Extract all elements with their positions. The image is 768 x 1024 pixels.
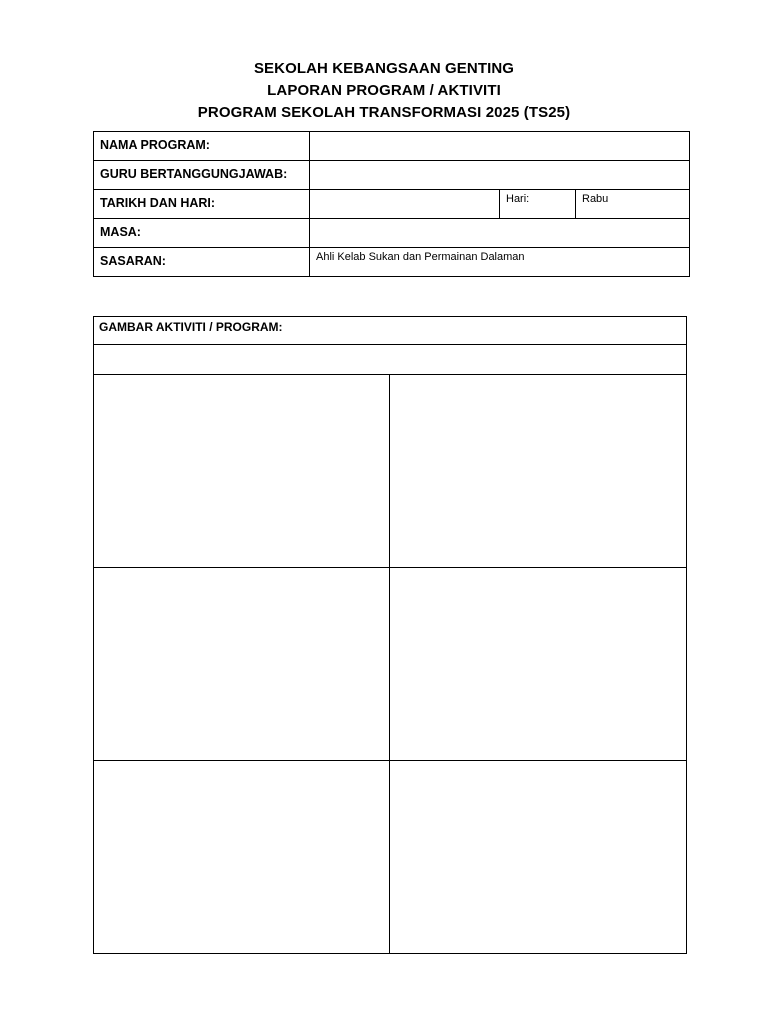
nama-program-field[interactable] <box>310 132 690 161</box>
photo-slot-4[interactable] <box>390 568 687 761</box>
row-masa <box>94 219 690 248</box>
photo-slot-3[interactable] <box>94 568 390 761</box>
masa-label: MASA: <box>94 219 310 248</box>
masa-field[interactable] <box>310 219 690 248</box>
photo-slot-1[interactable] <box>94 375 390 568</box>
document-header <box>0 58 768 124</box>
photo-blank-row <box>94 345 687 375</box>
row-guru <box>94 161 690 190</box>
row-tarikh <box>94 190 690 219</box>
photo-caption-field[interactable] <box>94 345 687 375</box>
program-info-table <box>93 131 690 277</box>
photo-slot-5[interactable] <box>94 761 390 954</box>
nama-program-label: NAMA PROGRAM: <box>94 132 310 161</box>
report-title: LAPORAN PROGRAM / AKTIVITI <box>267 82 501 99</box>
photo-row-1 <box>94 375 687 568</box>
guru-label: GURU BERTANGGUNGJAWAB: <box>94 161 310 190</box>
tarikh-label: TARIKH DAN HARI: <box>94 190 310 219</box>
photo-slot-6[interactable] <box>390 761 687 954</box>
tarikh-field[interactable] <box>310 190 500 219</box>
row-sasaran <box>94 248 690 277</box>
sasaran-field[interactable]: Ahli Kelab Sukan dan Permainan Dalaman <box>310 248 690 277</box>
photo-title-row <box>94 317 687 345</box>
hari-field[interactable]: Rabu <box>576 190 690 219</box>
photo-row-2 <box>94 568 687 761</box>
school-name: SEKOLAH KEBANGSAAN GENTING <box>253 60 515 77</box>
photo-row-3 <box>94 761 687 954</box>
guru-field[interactable] <box>310 161 690 190</box>
hari-label: Hari: <box>500 190 576 219</box>
program-title: PROGRAM SEKOLAH TRANSFORMASI 2025 (TS25) <box>197 104 571 121</box>
photo-slot-2[interactable] <box>390 375 687 568</box>
photo-table <box>93 316 687 954</box>
row-nama-program <box>94 132 690 161</box>
photo-section-title: GAMBAR AKTIVITI / PROGRAM: <box>94 317 687 345</box>
sasaran-label: SASARAN: <box>94 248 310 277</box>
